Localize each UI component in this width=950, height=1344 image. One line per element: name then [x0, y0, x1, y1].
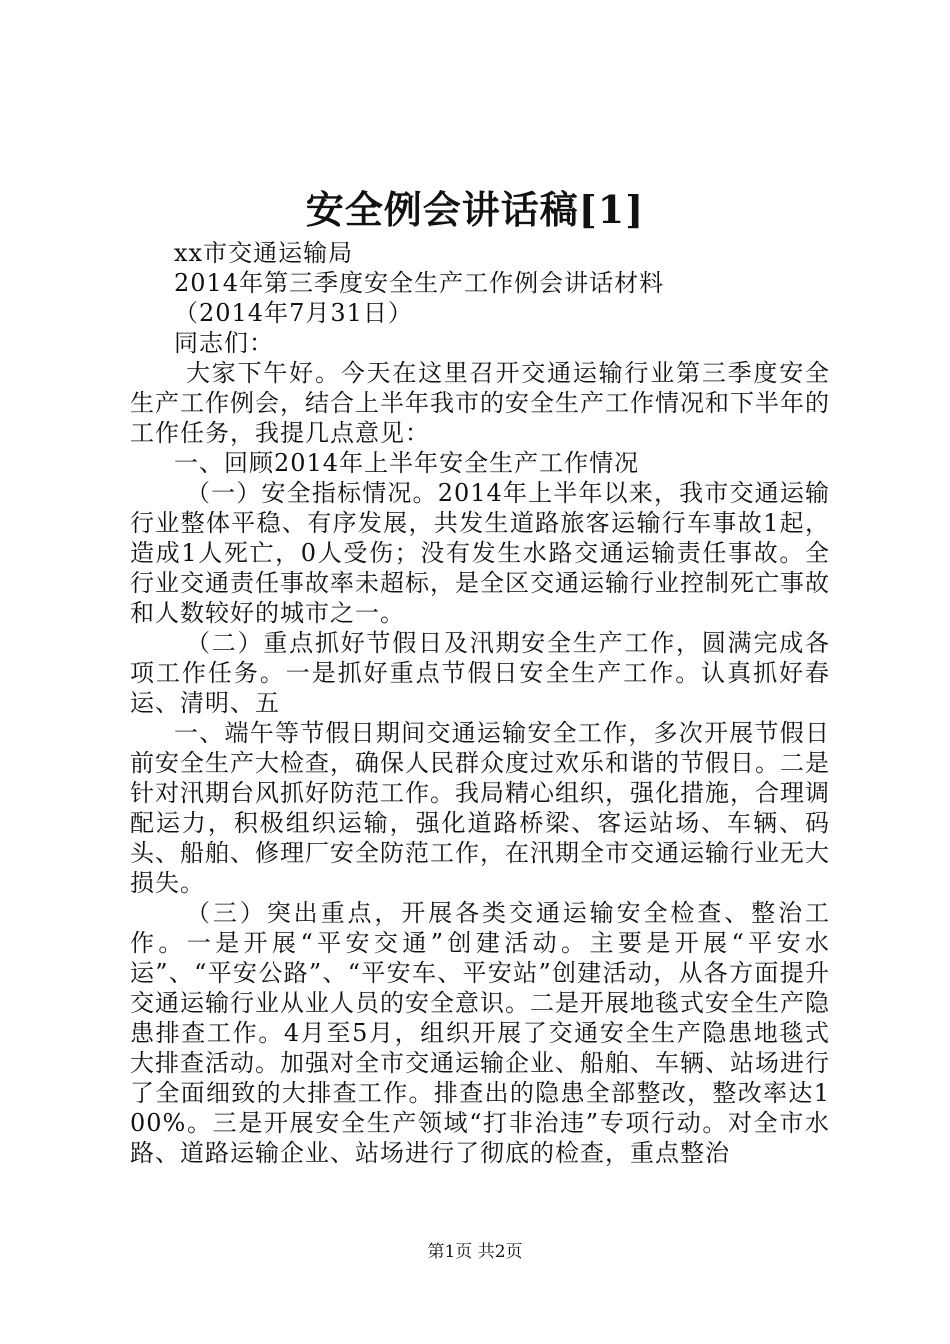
paragraph-safety-indicators: （一）安全指标情况。2014年上半年以来，我市交通运输行业整体平稳、有序发展，共发生道路旅客运输行车事故1起，造成1人死亡，0人受伤；没有发生水路交通运输责任事故。全行业交通责任事故率未超标，是全区交通运输行业控制死亡事故和人数较好的城市之一。: [130, 479, 830, 627]
section-heading-1: 一、回顾2014年上半年安全生产工作情况: [174, 449, 640, 477]
paragraph-holiday-safety: （二）重点抓好节假日及汛期安全生产工作，圆满完成各项工作任务。一是抓好重点节假日安全生产工作。认真抓好春运、清明、五: [130, 629, 830, 717]
paragraph-holiday-continued: 一、端午等节假日期间交通运输安全工作，多次开展节假日前安全生产大检查，确保人民群众度过欢乐和谐的节假日。二是针对汛期台风抓好防范工作。我局精心组织，强化措施，合理调配运力，积极组织运输，强化道路桥梁、客运站场、车辆、码头、船舶、修理厂安全防范工作，在汛期全市交通运输行业无大损失。: [130, 719, 830, 897]
intro-paragraph: 大家下午好。今天在这里召开交通运输行业第三季度安全生产工作例会，结合上半年我市的安全生产工作情况和下半年的工作任务，我提几点意见：: [130, 359, 830, 447]
document-title: 安全例会讲话稿[1]: [305, 187, 645, 232]
paragraph-inspections: （三）突出重点，开展各类交通运输安全检查、整治工作。一是开展“平安交通”创建活动。主要是开展“平安水运”、“平安公路”、“平安车、平安站”创建活动，从各方面提升交通运输行业从业人员的安全意识。二是开展地毯式安全生产隐患排查工作。4月至5月，组织开展了交通安全生产隐患地毯式大排查活动。加强对全市交通运输企业、船舶、车辆、站场进行了全面细致的大排查工作。排查出的隐患全部整改，整改率达100%。三是开展安全生产领域“打非治违”专项行动。对全市水路、道路运输企业、站场进行了彻底的检查，重点整治: [130, 899, 830, 1167]
org-name: xx市交通运输局: [174, 239, 354, 267]
doc-subtitle: 2014年第三季度安全生产工作例会讲话材料: [174, 269, 665, 297]
document-body: [130, 238, 830, 1168]
salutation: 同志们：: [174, 329, 274, 357]
page-number: 第1页 共2页: [427, 1242, 523, 1262]
doc-date: （2014年7月31日）: [174, 299, 413, 327]
